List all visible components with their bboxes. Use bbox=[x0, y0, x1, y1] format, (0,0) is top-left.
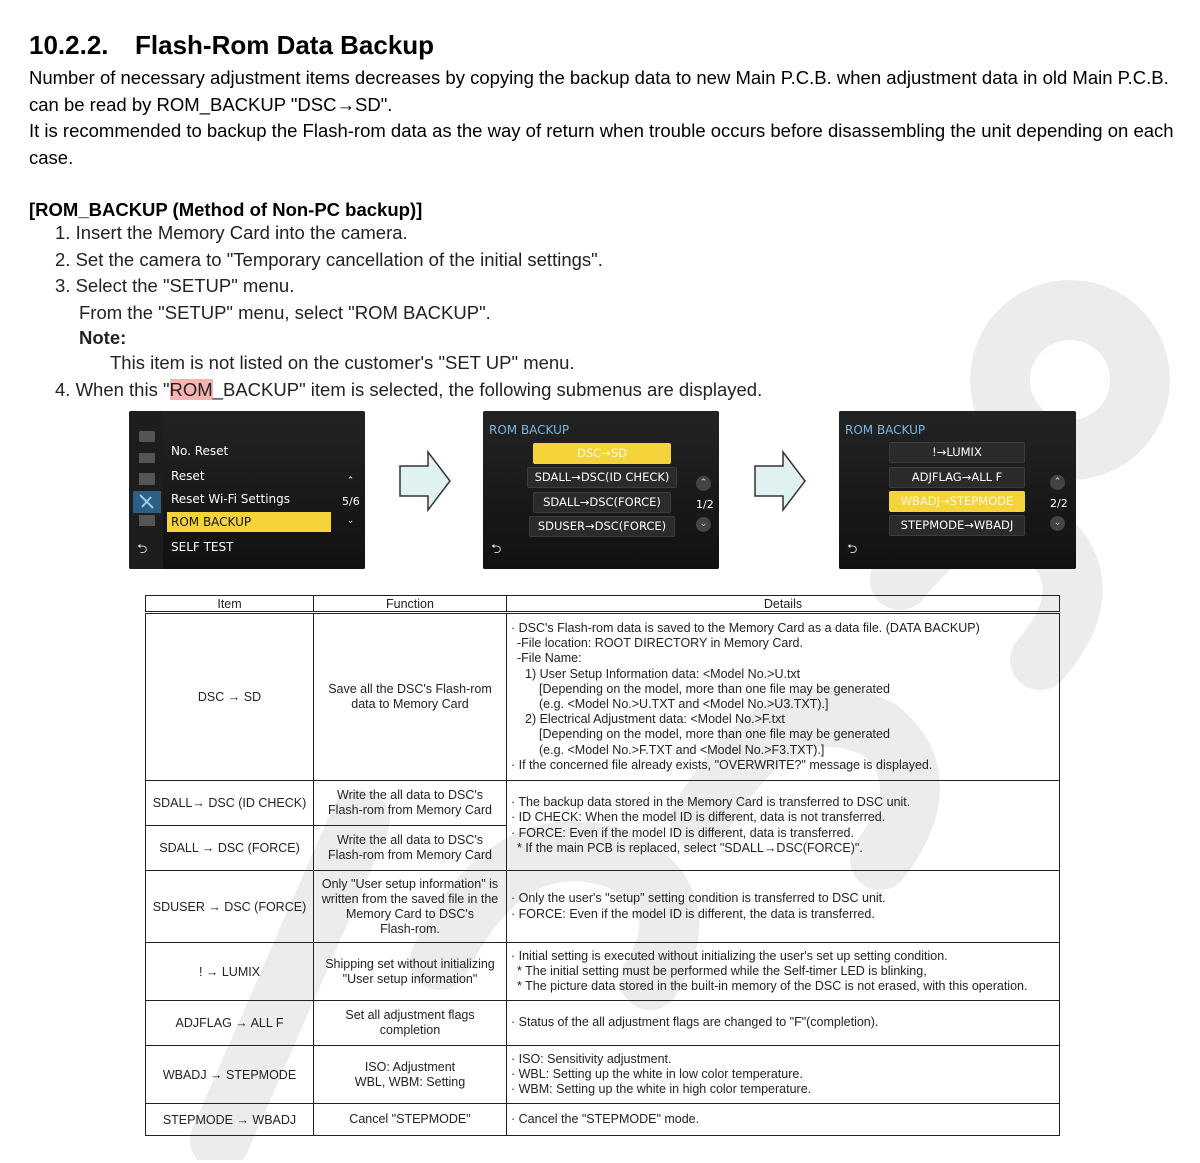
function-line: Flash-rom from Memory Card bbox=[328, 848, 492, 862]
function-line: data to Memory Card bbox=[351, 697, 469, 711]
table-row bbox=[146, 1104, 1060, 1136]
row-function bbox=[314, 871, 507, 943]
details-line: · If the concerned file already exists, "OVERWRITE?" message is displayed. bbox=[511, 757, 933, 772]
function-line: Flash-rom. bbox=[380, 921, 440, 936]
function-line: Flash-rom from Memory Card bbox=[328, 803, 492, 817]
option-dsc-to-sd[interactable]: DSC→SD bbox=[533, 443, 671, 464]
function-line: Set all adjustment flags bbox=[345, 1008, 475, 1022]
section-number: 10.2.2. bbox=[29, 30, 109, 60]
note-label: Note: bbox=[79, 327, 127, 348]
row-details bbox=[507, 871, 1060, 943]
intro-paragraph-2: It is recommended to backup the Flash-rom data as the way of return when trouble occurs before disassembling the unit depending on each case. bbox=[29, 120, 1174, 168]
details-line: 1) User Setup Information data: <Model No.>U.txt bbox=[525, 666, 801, 681]
step-2: 2. Set the camera to "Temporary cancellation of the initial settings". bbox=[55, 248, 603, 270]
menu-item-reset[interactable]: Reset bbox=[171, 469, 205, 483]
details-line: (e.g. <Model No.>F.TXT and <Model No.>F3.TXT).] bbox=[539, 742, 825, 757]
table-header-row bbox=[146, 596, 1060, 613]
method-heading: [ROM_BACKUP (Method of Non-PC backup)] bbox=[29, 199, 423, 220]
details-line: · Status of the all adjustment flags are changed to "F"(completion). bbox=[511, 1015, 879, 1030]
function-line: ISO: Adjustment bbox=[364, 1059, 456, 1074]
row-details bbox=[507, 1001, 1060, 1046]
details-line: [Depending on the model, more than one file may be generated bbox=[539, 681, 890, 696]
scroll-up-icon[interactable]: ⌃ bbox=[696, 476, 711, 491]
arrow-right-icon bbox=[753, 450, 807, 512]
details-line: · FORCE: Even if the model ID is different, data is transferred. bbox=[511, 825, 854, 840]
details-line: · FORCE: Even if the model ID is different, the data is transferred. bbox=[511, 906, 875, 921]
header-item: Item bbox=[146, 596, 314, 613]
function-line: Write the all data to DSC's bbox=[337, 833, 483, 847]
row-function bbox=[314, 613, 507, 781]
details-line: · DSC's Flash-rom data is saved to the Memory Card as a data file. (DATA BACKUP) bbox=[511, 620, 980, 635]
row-function bbox=[314, 1104, 507, 1136]
option-stepmode-wbadj[interactable]: STEPMODE→WBADJ bbox=[889, 515, 1025, 536]
note-text: This item is not listed on the customer's "SET UP" menu. bbox=[110, 352, 575, 373]
details-line: * If the main PCB is replaced, select "SDALL→DSC(FORCE)". bbox=[517, 840, 863, 855]
function-line: Save all the DSC's Flash-rom bbox=[328, 682, 492, 696]
option-sdall-force[interactable]: SDALL→DSC(FORCE) bbox=[533, 492, 671, 513]
step-3-detail: From the "SETUP" menu, select "ROM BACKUP". bbox=[79, 301, 491, 323]
row-details bbox=[507, 943, 1060, 1001]
function-line: Shipping set without initializing bbox=[325, 956, 495, 971]
option-sdall-id-check[interactable]: SDALL→DSC(ID CHECK) bbox=[527, 467, 677, 488]
function-line: completion bbox=[379, 1023, 441, 1037]
step-3: 3. Select the "SETUP" menu. bbox=[55, 275, 295, 296]
row-function bbox=[314, 943, 507, 1001]
rom-backup-screen-1 bbox=[483, 411, 719, 569]
details-line: · Initial setting is executed without initializing the user's set up setting condition. bbox=[511, 948, 948, 963]
screen-2-title: ROM BACKUP bbox=[845, 423, 926, 437]
details-line: · ID CHECK: When the model ID is different, data is not transferred. bbox=[511, 810, 886, 825]
row-details bbox=[507, 613, 1060, 781]
rom-backup-table bbox=[145, 595, 1060, 1136]
header-details: Details bbox=[507, 596, 1060, 613]
steps-list bbox=[55, 220, 762, 403]
step-4-pre: 4. When this " bbox=[55, 378, 170, 400]
row-item: DSC → SD bbox=[146, 613, 314, 781]
table-row bbox=[146, 871, 1060, 943]
scroll-up-icon[interactable]: ⌃ bbox=[1050, 475, 1065, 490]
screen-2-page: 2/2 bbox=[1050, 497, 1068, 510]
row-function bbox=[314, 826, 507, 871]
function-line: Only "User setup information" is bbox=[321, 876, 499, 891]
details-line: [Depending on the model, more than one file may be generated bbox=[539, 727, 890, 742]
scroll-down-icon[interactable]: ⌄ bbox=[1050, 516, 1065, 531]
row-item: STEPMODE → WBADJ bbox=[146, 1104, 314, 1136]
table-row bbox=[146, 1001, 1060, 1046]
menu-item-self-test[interactable]: SELF TEST bbox=[171, 540, 234, 554]
function-line: WBL, WBM: Setting bbox=[354, 1074, 466, 1089]
details-line: * The initial setting must be performed while the Self-timer LED is blinking, bbox=[517, 963, 927, 978]
row-details bbox=[507, 1104, 1060, 1136]
table-row bbox=[146, 613, 1060, 781]
row-item: WBADJ → STEPMODE bbox=[146, 1046, 314, 1104]
function-line: written from the saved file in the bbox=[321, 891, 499, 906]
row-details bbox=[507, 1046, 1060, 1104]
screen-1-title: ROM BACKUP bbox=[489, 423, 570, 437]
setup-page-indicator: 5/6 bbox=[342, 495, 360, 508]
option-adjflag-all-f[interactable]: ADJFLAG→ALL F bbox=[889, 467, 1025, 488]
row-item: ! → LUMIX bbox=[146, 943, 314, 1001]
row-item: SDALL→ DSC (ID CHECK) bbox=[146, 781, 314, 826]
option-sduser-force[interactable]: SDUSER→DSC(FORCE) bbox=[529, 516, 675, 537]
setup-menu-screen bbox=[129, 411, 365, 569]
function-line: Memory Card to DSC's bbox=[345, 906, 475, 921]
scroll-down-icon[interactable]: ⌄ bbox=[346, 516, 355, 526]
scroll-down-icon[interactable]: ⌄ bbox=[696, 517, 711, 532]
intro-paragraph-1: Number of necessary adjustment items decreases by copying the backup data to new Main P.C.B. when adjustment data in old Main P.C.B. can be read by ROM_BACKUP "DSC→SD". bbox=[29, 67, 1169, 115]
menu-item-reset-wifi[interactable]: Reset Wi-Fi Settings bbox=[171, 492, 290, 506]
step-4-highlight: ROM bbox=[169, 378, 213, 400]
table-row bbox=[146, 781, 1060, 826]
back-icon[interactable]: ⮌ bbox=[491, 542, 502, 557]
details-line: (e.g. <Model No.>U.TXT and <Model No.>U3.TXT).] bbox=[539, 697, 829, 711]
details-line: 2) Electrical Adjustment data: <Model No.>F.txt bbox=[525, 712, 785, 727]
details-line: -File location: ROOT DIRECTORY in Memory Card. bbox=[517, 636, 803, 651]
arrow-right-icon bbox=[398, 450, 452, 512]
header-function: Function bbox=[314, 596, 507, 613]
step-4-post: _BACKUP" item is selected, the following submenus are displayed. bbox=[212, 378, 763, 400]
details-line: * The picture data stored in the built-in memory of the DSC is not erased, with this operation. bbox=[517, 979, 1028, 994]
step-1: 1. Insert the Memory Card into the camera. bbox=[55, 222, 408, 243]
back-icon[interactable]: ⮌ bbox=[847, 542, 858, 557]
row-function bbox=[314, 1046, 507, 1104]
section-title: Flash-Rom Data Backup bbox=[135, 30, 435, 60]
step-4 bbox=[55, 377, 762, 404]
function-line: Cancel "STEPMODE" bbox=[349, 1112, 471, 1126]
back-icon[interactable]: ⮌ bbox=[137, 542, 148, 557]
rom-backup-screen-2 bbox=[839, 411, 1076, 569]
table-row bbox=[146, 943, 1060, 1001]
row-function bbox=[314, 781, 507, 826]
row-details bbox=[507, 781, 1060, 871]
details-line: -File Name: bbox=[517, 651, 582, 666]
option-wbadj-stepmode[interactable]: WBADJ→STEPMODE bbox=[889, 491, 1025, 512]
function-line: "User setup information" bbox=[342, 971, 478, 986]
option-lumix[interactable]: !→LUMIX bbox=[889, 442, 1025, 463]
table-row bbox=[146, 1046, 1060, 1104]
details-line: · Cancel the "STEPMODE" mode. bbox=[511, 1111, 700, 1126]
function-line: Write the all data to DSC's bbox=[337, 788, 483, 802]
row-item: SDUSER → DSC (FORCE) bbox=[146, 871, 314, 943]
row-item: SDALL → DSC (FORCE) bbox=[146, 826, 314, 871]
details-line: · WBM: Setting up the white in high color temperature. bbox=[511, 1082, 812, 1097]
menu-item-no-reset[interactable]: No. Reset bbox=[171, 444, 229, 458]
menu-item-rom-backup[interactable]: ROM BACKUP bbox=[167, 512, 331, 532]
details-line: · ISO: Sensitivity adjustment. bbox=[511, 1051, 672, 1066]
row-function bbox=[314, 1001, 507, 1046]
scroll-up-icon[interactable]: ⌃ bbox=[346, 476, 355, 486]
screen-1-page: 1/2 bbox=[696, 498, 714, 511]
details-line: · WBL: Setting up the white in low color temperature. bbox=[511, 1066, 803, 1081]
row-item: ADJFLAG → ALL F bbox=[146, 1001, 314, 1046]
section-heading bbox=[29, 30, 434, 61]
details-line: · Only the user's "setup" setting condition is transferred to DSC unit. bbox=[511, 891, 886, 906]
details-line: · The backup data stored in the Memory Card is transferred to DSC unit. bbox=[511, 795, 911, 810]
